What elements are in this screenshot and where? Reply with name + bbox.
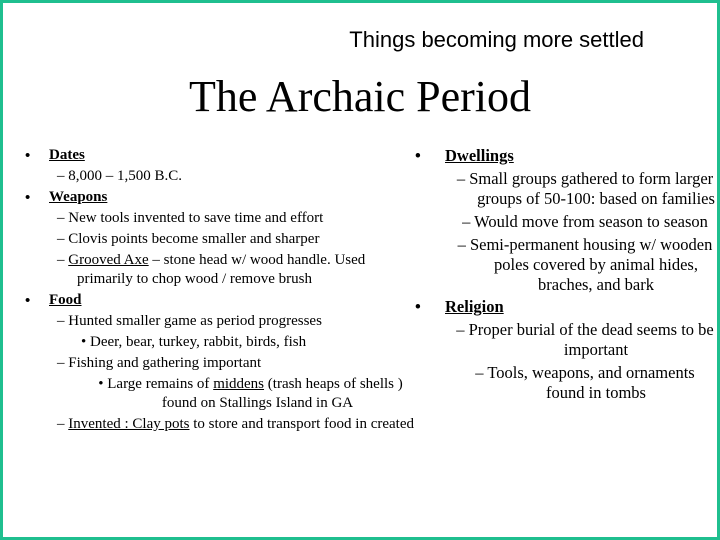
bullet-dot-icon: • <box>415 147 421 165</box>
grooved-axe-text: – stone head w/ wood handle. Used primarily to chop wood / remove brush <box>77 252 366 287</box>
bullet-dot-icon: • <box>415 298 421 316</box>
food-fishing: – Fishing and gathering important <box>57 355 262 371</box>
heading-dwellings: Dwellings <box>445 146 514 165</box>
dwellings-groups: – Small groups gathered to form larger groups of 50-100: based on families <box>456 169 715 208</box>
food-middens <box>25 375 420 413</box>
food-hunted: – Hunted smaller game as period progresses <box>57 313 322 329</box>
right-column <box>415 144 715 403</box>
dates-range: – 8,000 – 1,500 B.C. <box>57 168 183 184</box>
dwellings-seasonal: – Would move from season to season <box>462 212 708 231</box>
heading-religion: Religion <box>445 297 504 316</box>
weapons-new-tools: – New tools invented to save time and effort <box>57 210 324 226</box>
weapons-clovis-points: – Clovis points become smaller and sharper <box>57 231 320 247</box>
middens-post: (trash heaps of shells ) found on Stallings Island in GA <box>161 376 403 411</box>
middens-word: middens <box>213 376 265 392</box>
invented-text: to store and transport food in created <box>189 416 414 432</box>
food-invented: – Invented : Clay pots to store and transport food in created <box>57 416 414 432</box>
bullet-dwellings <box>415 146 715 166</box>
heading-dates: Dates <box>49 147 85 163</box>
invented-label: Invented : Clay pots <box>68 416 190 432</box>
food-game-list: • Deer, bear, turkey, rabbit, birds, fish <box>81 334 307 350</box>
weapons-grooved-axe: – Grooved Axe – stone head w/ wood handle. Used primarily to chop wood / remove brush <box>57 252 366 287</box>
grooved-axe-label: Grooved Axe <box>68 252 149 268</box>
bullet-religion <box>415 297 715 317</box>
dwellings-housing: – Semi-permanent housing w/ wooden poles covered by animal hides, braches, and bark <box>457 235 713 294</box>
religion-tombs: – Tools, weapons, and ornaments found in tombs <box>475 363 695 402</box>
religion-burial: – Proper burial of the dead seems to be important <box>456 320 714 359</box>
middens-pre: • Large remains of <box>98 376 214 392</box>
left-column <box>25 144 420 434</box>
bullet-dot-icon: • <box>25 189 31 206</box>
bullet-dot-icon: • <box>25 147 31 164</box>
slide-subtitle: Things becoming more settled <box>349 27 644 52</box>
bullet-dates <box>25 146 420 165</box>
bullet-dot-icon: • <box>25 292 31 309</box>
slide-title: The Archaic Period <box>188 72 532 121</box>
heading-food: Food <box>49 292 82 308</box>
heading-weapons: Weapons <box>49 189 108 205</box>
bullet-weapons <box>25 188 420 207</box>
bullet-food <box>25 291 420 310</box>
